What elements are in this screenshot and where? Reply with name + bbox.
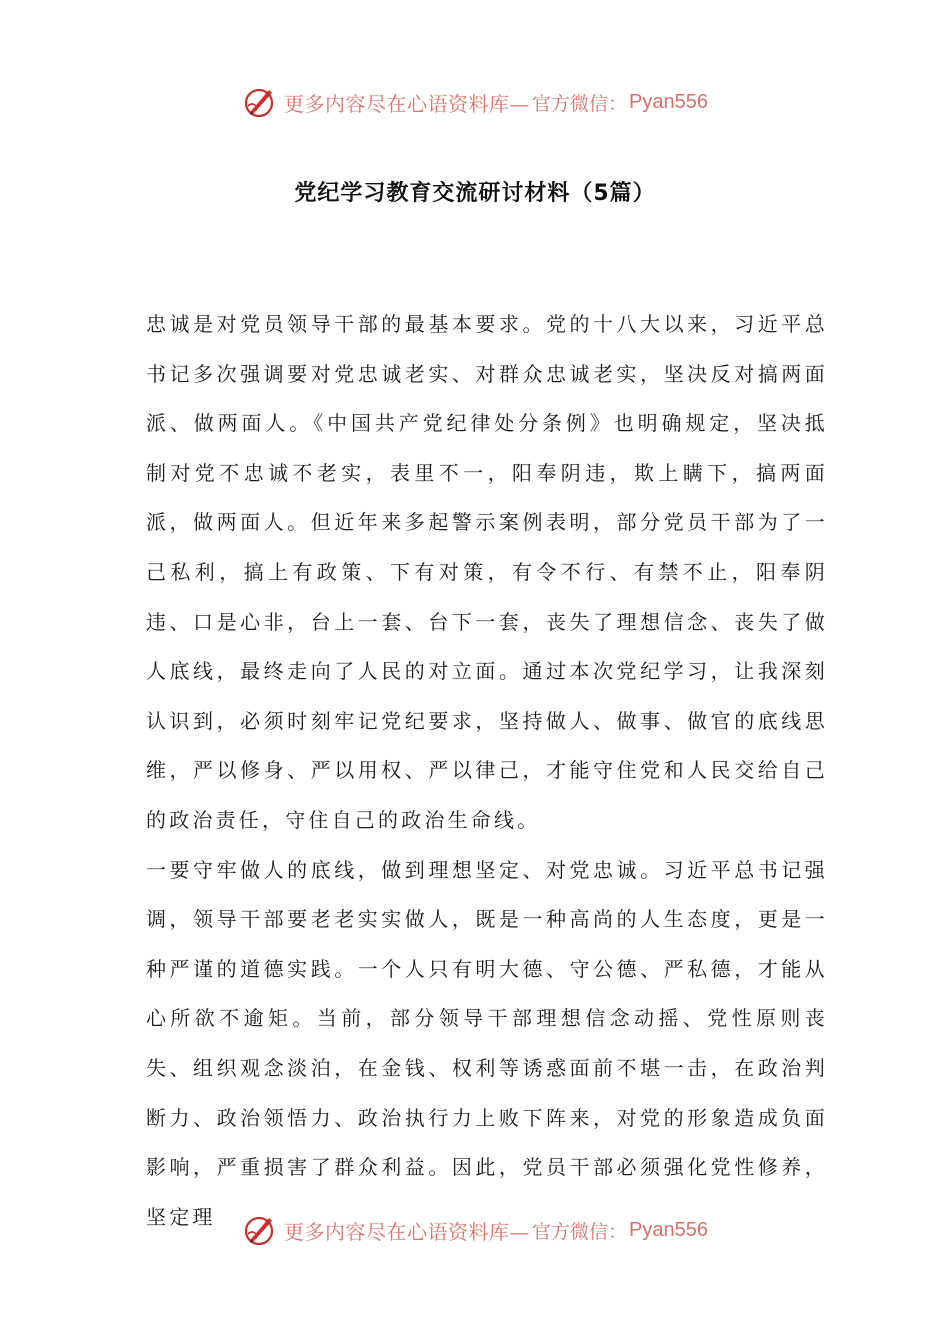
banner-wechat-id: Pyan556 [629,1218,708,1241]
pen-logo-icon [242,84,278,120]
document-body [146,300,828,1242]
footer-banner [0,1206,950,1254]
paragraph: 忠诚是对党员领导干部的最基本要求。党的十八大以来，习近平总书记多次强调要对党忠诚老实、对群众忠诚老实，坚决反对搞两面派、做两面人。《中国共产党纪律处分条例》也明确规定，坚决抵制对党不忠诚不老实，表里不一，阳奉阴违，欺上瞒下，搞两面派，做两面人。但近年来多起警示案例表明，部分党员干部为了一己私利，搞上有政策、下有对策，有令不行、有禁不止，阳奉阴违、口是心非，台上一套、台下一套，丧失了理想信念、丧失了做人底线，最终走向了人民的对立面。通过本次党纪学习，让我深刻认识到，必须时刻牢记党纪要求，坚持做人、做事、做官的底线思维，严以修身、严以用权、严以律己，才能守住党和人民交给自己的政治责任，守住自己的政治生命线。 [146,312,828,832]
paragraph: 一要守牢做人的底线，做到理想坚定、对党忠诚。习近平总书记强调，领导干部要老老实实做人，既是一种高尚的人生态度，更是一种严谨的道德实践。一个人只有明大德、守公德、严私德，才能从心所欲不逾矩。当前，部分领导干部理想信念动摇、党性原则丧失、组织观念淡泊，在金钱、权利等诱惑面前不堪一击，在政治判断力、政治领悟力、政治执行力上败下阵来，对党的形象造成负面影响，严重损害了群众利益。因此，党员干部必须强化党性修养，坚定理 [146,857,828,1229]
pen-logo-icon [242,1212,278,1248]
banner-text: 更多内容尽在心语资料库— [284,1219,530,1244]
banner-wechat-id: Pyan556 [629,90,708,113]
document-title: 党纪学习教育交流研讨材料（5篇） [294,181,656,206]
banner-wechat-label: 官方微信： [532,92,628,115]
header-banner [0,78,950,126]
banner-wechat-label: 官方微信： [532,1220,628,1243]
banner-text: 更多内容尽在心语资料库— [284,91,530,116]
